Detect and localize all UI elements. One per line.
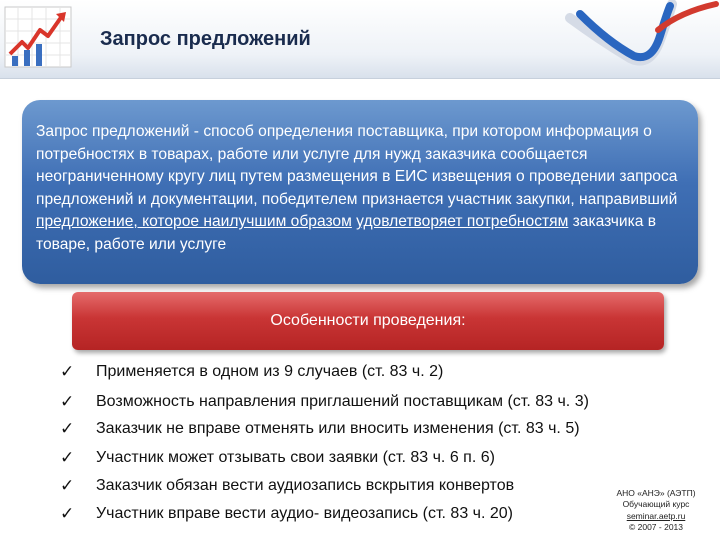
org-name: АНО «АНЭ» (АЭТП)	[616, 488, 696, 498]
organization-info	[598, 488, 714, 534]
course-label: Обучающий курс	[622, 499, 690, 510]
decorative-swoosh-icon	[560, 0, 720, 78]
features-title: Особенности проведения:	[270, 312, 466, 329]
definition-term: Запрос предложений	[36, 123, 190, 140]
copyright: © 2007 - 2013	[629, 522, 683, 533]
checkmark-icon: ✓	[60, 419, 75, 439]
checkmark-icon: ✓	[60, 362, 75, 382]
underlined-phrase: удовлетворяет потребностям	[356, 213, 569, 231]
underlined-phrase: предложение, которое наилучшим образом	[36, 213, 352, 231]
seminar-link[interactable]: seminar.aetp.ru	[626, 510, 686, 521]
page-title: Запрос предложений	[100, 28, 311, 50]
definition-text: Запрос предложений - способ определения поставщика, при котором информация о потребностях в товарах, работе или услуге для нужд заказчика сообщается неограниченному кругу лиц путем размещения в ЕИС извещения о проведении запроса предложений и документации, победителем признается участник закупки, направивший предложение, которое наилучшим образом удовлетворяет потребностям заказчика в товаре, работе или услуге	[36, 123, 678, 253]
checkmark-icon: ✓	[60, 476, 75, 496]
checkmark-icon: ✓	[60, 448, 75, 468]
checkmark-icon: ✓	[60, 392, 75, 412]
growth-chart-logo-icon	[4, 6, 72, 68]
checkmark-icon: ✓	[60, 504, 75, 524]
